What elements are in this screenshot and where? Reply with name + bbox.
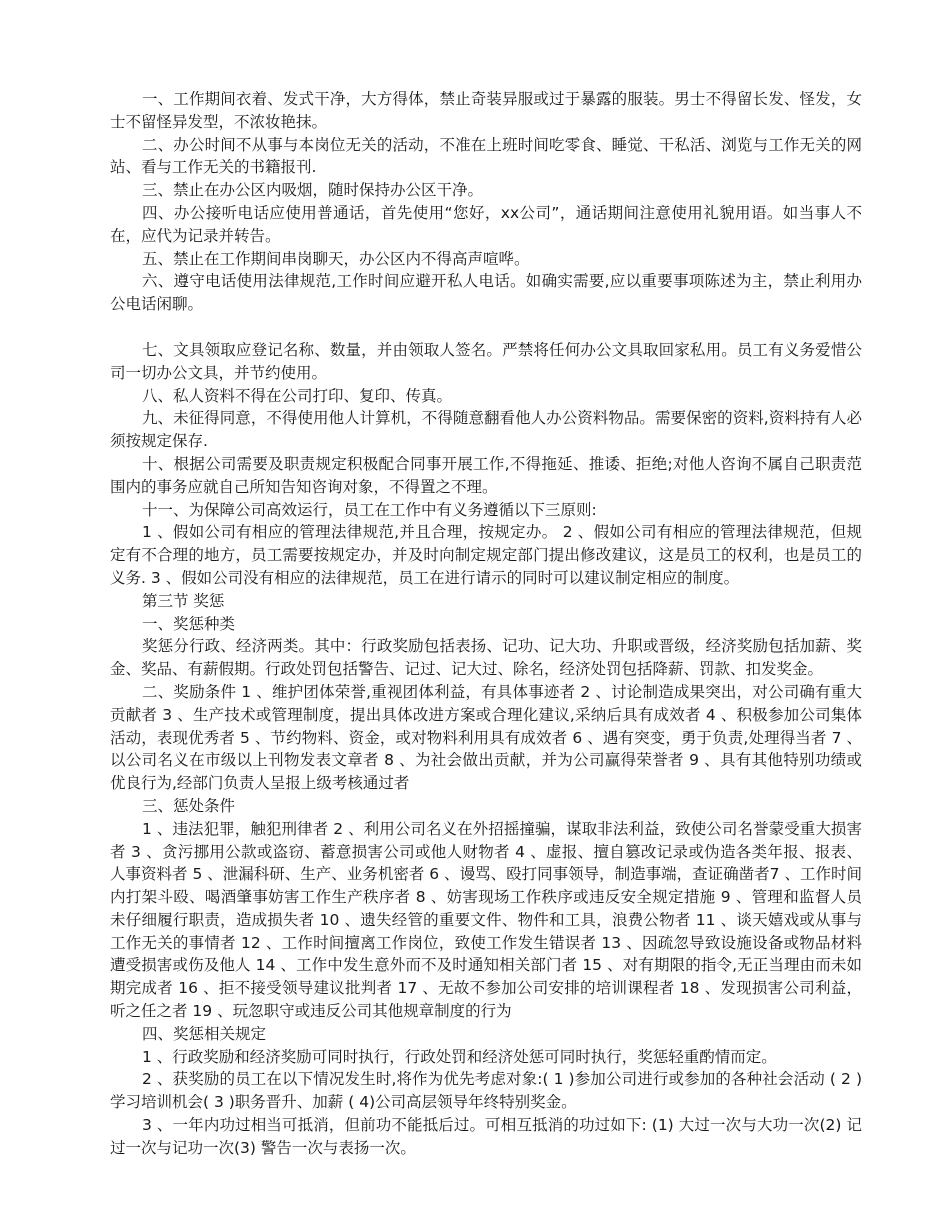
- subheading-types: 一、奖惩种类: [142, 614, 236, 633]
- section-heading-rewards-penalties: 第三节 奖惩: [142, 591, 225, 610]
- paragraph-reward-conditions: 二、奖励条件 1 、维护团体荣誉,重视团体利益，有具体事迹者 2 、讨论制造成果突出，对公司确有重大贡献者 3 、生产技术或管理制度，提出具体改进方案或合理化建议,采纳后具有成效者 4 、积极参加公司集体活动，表现优秀者 5 、节约物料、资金，或对物料利用具有成效者 6 、遇有突变，勇于负责,处理得当者 7 、以公司名义在市级以上刊物发表文章者 8 、为社会做出贡献，并为公司赢得荣誉者 9 、具有其他特别功绩或优良行为,经部门负责人呈报上级考核通过者: [110, 682, 862, 793]
- paragraph-no-private-printing: 八、私人资料不得在公司打印、复印、传真。: [142, 386, 453, 405]
- paragraph-no-smoking: 三、禁止在办公区内吸烟，随时保持办公区干净。: [142, 181, 484, 200]
- paragraph-rule-2: 2 、获奖励的员工在以下情况发生时,将作为优先考虑对象:( 1 )参加公司进行或参加的各种社会活动 ( 2 )学习培训机会( 3 )职务晋升、加薪 ( 4)公司高层领导年终特别奖金。: [110, 1070, 862, 1112]
- paragraph-rule-3: 3 、一年内功过相当可抵消，但前功不能抵后过。可相互抵消的功过如下: (1) 大过一次与大功一次(2) 记过一次与记功一次(3) 警告一次与表扬一次。: [110, 1116, 862, 1157]
- paragraph-attire: 一、工作期间衣着、发式干净，大方得体，禁止奇装异服或过于暴露的服装。男士不得留长发、怪发，女士不留怪异发型，不浓妆艳抹。: [110, 90, 862, 131]
- paragraph-cooperation: 十、根据公司需要及职责规定积极配合同事开展工作,不得拖延、推诿、拒绝;对他人咨询不属自己职责范围内的事务应就自己所知告知咨询对象，不得置之不理。: [110, 454, 862, 496]
- paragraph-rule-1: 1 、行政奖励和经济奖励可同时执行，行政处罚和经济处惩可同时执行，奖惩轻重酌情而定。: [142, 1047, 777, 1066]
- paragraph-computer-use: 九、未征得同意，不得使用他人计算机，不得随意翻看他人办公资料物品。需要保密的资料,资料持有人必须按规定保存.: [110, 409, 862, 451]
- paragraph-gap: [110, 316, 862, 339]
- paragraph-phone-etiquette: 四、办公接听电话应使用普通话，首先使用“您好，xx公司”，通话期间注意使用礼貌用语。如当事人不在，应代为记录并转告。: [110, 203, 862, 245]
- paragraph-three-principles: 1 、假如公司有相应的管理法律规范,并且合理，按规定办。 2 、假如公司有相应的管理法律规范，但规定有不合理的地方，员工需要按规定办，并及时向制定规定部门提出修改建议，这是员工的权利，也是员工的义务. 3 、假如公司没有相应的法律规范，员工在进行请示的同时可以建议制定相应的制度。: [110, 523, 862, 587]
- paragraph-three-principles-intro: 十一、为保障公司高效运行，员工在工作中有义务遵循以下三原则:: [142, 500, 597, 519]
- paragraph-stationery: 七、文具领取应登记名称、数量，并由领取人签名。严禁将任何办公文具取回家私用。员工有义务爱惜公司一切办公文具，并节约使用。: [110, 340, 862, 382]
- paragraph-no-chatting: 五、禁止在工作期间串岗聊天，办公区内不得高声喧哗。: [142, 249, 530, 268]
- paragraph-phone-usage: 六、遵守电话使用法律规范,工作时间应避开私人电话。如确实需要,应以重要事项陈述为主，禁止利用办公电话闲聊。: [110, 272, 862, 314]
- paragraph-types: 奖惩分行政、经济两类。其中：行政奖励包括表扬、记功、记大功、升职或晋级，经济奖励包括加薪、奖金、奖品、有薪假期。行政处罚包括警告、记过、记大过、除名，经济处罚包括降薪、罚款、扣发奖金。: [110, 637, 862, 679]
- subheading-penalty-conditions: 三、惩处条件: [142, 796, 236, 815]
- paragraph-penalty-conditions: 1 、违法犯罪，触犯刑律者 2 、利用公司名义在外招摇撞骗，谋取非法利益，致使公司名誉蒙受重大损害者 3 、贪污挪用公款或盗窃、蓄意损害公司或他人财物者 4 、虚报、擅自篡改记录或伪造各类年报、报表、人事资料者 5 、泄漏科研、生产、业务机密者 6 、谩骂、殴打同事领导，制造事端，查证确凿者7 、工作时间内打架斗殴、喝酒肇事妨害工作生产秩序者 8 、妨害现场工作秩序或违反安全规定措施 9 、管理和监督人员未仔细履行职责，造成损失者 10 、遗失经管的重要文件、物件和工具，浪费公物者 11 、谈天嬉戏或从事与工作无关的事情者 12 、工作时间擅离工作岗位，致使工作发生错误者 13 、因疏忽导致设施设备或物品材料遭受损害或伤及他人 14 、工作中发生意外而不及时通知相关部门者 15 、对有期限的指令,无正当理由而未如期完成者 16 、拒不接受领导建议批判者 17 、无故不参加公司安排的培训课程者 18 、发现损害公司利益，听之任之者 19 、玩忽职守或违反公司其他规章制度的行为: [110, 819, 862, 1021]
- paragraph-office-hours: 二、办公时间不从事与本岗位无关的活动，不准在上班时间吃零食、睡觉、干私活、浏览与工作无关的网站、看与工作无关的书籍报刊.: [110, 135, 862, 177]
- subheading-related-rules: 四、奖惩相关规定: [142, 1024, 267, 1043]
